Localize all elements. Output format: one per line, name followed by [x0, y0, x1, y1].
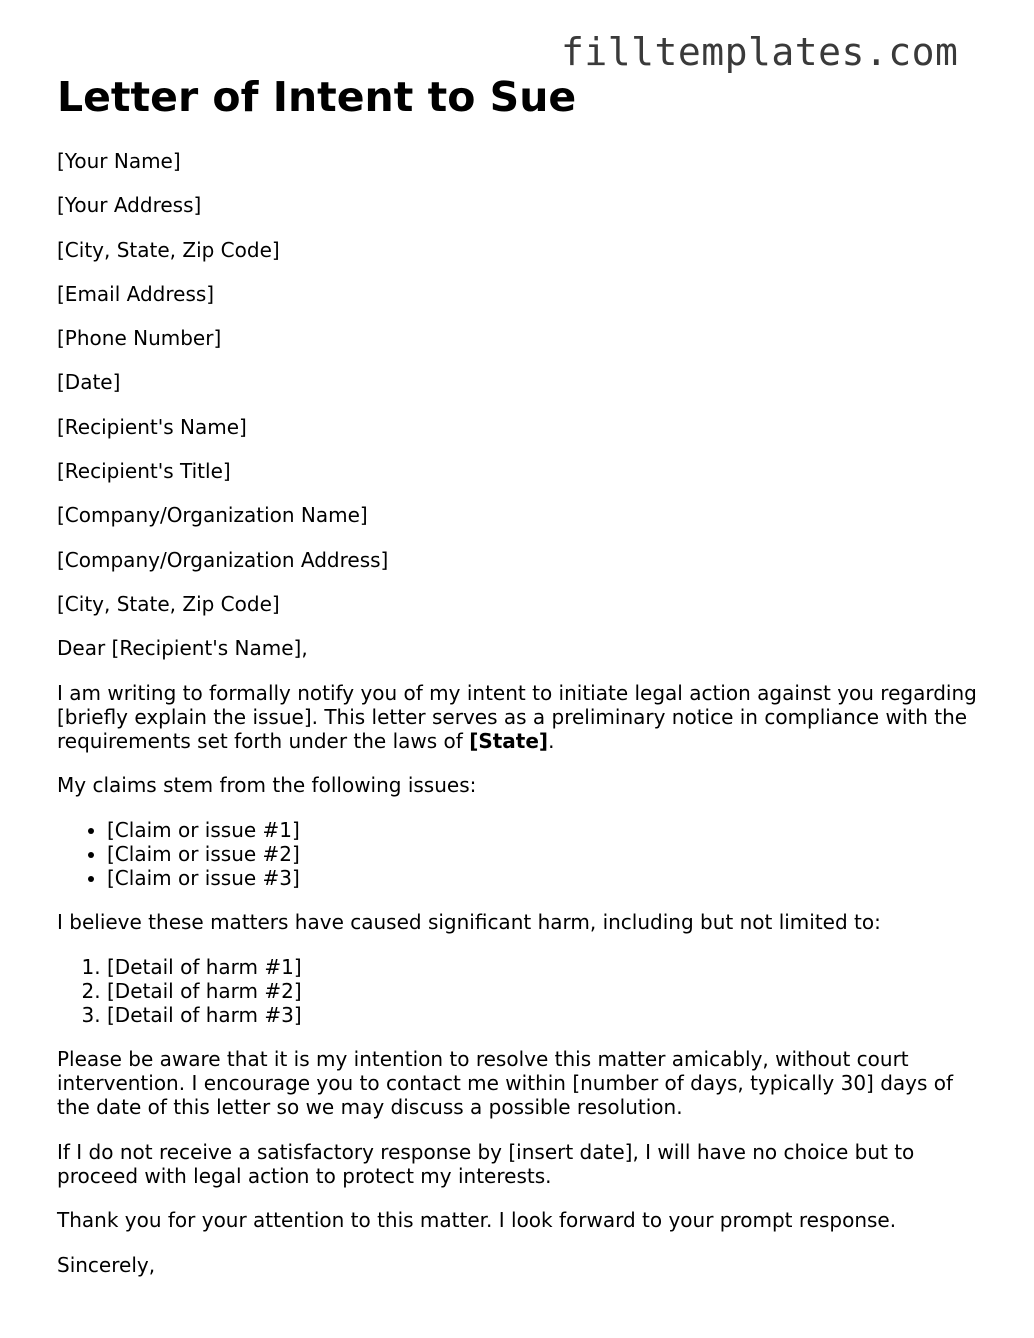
harms-list — [57, 955, 987, 1027]
watermark: filltemplates.com — [561, 30, 959, 74]
list-item: 2. [Detail of harm #2] — [107, 979, 987, 1003]
recipient-company-address: [Company/Organization Address] — [57, 547, 389, 572]
letter-document — [57, 72, 987, 1277]
recipient-title: [Recipient's Title] — [57, 459, 231, 484]
claims-list — [57, 818, 987, 890]
list-item: • [Claim or issue #2] — [107, 842, 987, 866]
intro-state: [State] — [469, 728, 549, 753]
list-item: • [Claim or issue #1] — [107, 818, 987, 842]
intro-text: I am writing to formally notify you of my intent to initiate legal action against you regarding [briefly explain the issue]. This letter serves as a preliminary notice in compliance with the requirements set forth under the laws of — [57, 680, 977, 753]
salutation: Dear [Recipient's Name], — [57, 636, 308, 661]
recipient-city-state-zip: [City, State, Zip Code] — [57, 591, 280, 616]
sender-city-state-zip: [City, State, Zip Code] — [57, 237, 280, 262]
sender-address: [Your Address] — [57, 193, 202, 218]
harm-intro: I believe these matters have caused significant harm, including but not limited to: — [57, 910, 881, 935]
closing: Sincerely, — [57, 1252, 156, 1277]
intro-paragraph — [57, 681, 987, 753]
page-title: Letter of Intent to Sue — [57, 73, 577, 121]
warning-paragraph: If I do not receive a satisfactory response by [insert date], I will have no choice but to proceed with legal action to protect my interests. — [57, 1139, 915, 1188]
thanks-paragraph: Thank you for your attention to this matter. I look forward to your prompt response. — [57, 1208, 897, 1233]
resolution-paragraph: Please be aware that it is my intention to resolve this matter amicably, without court intervention. I encourage you to contact me within [number of days, typically 30] days of the date of this letter so we may discuss a possible resolution. — [57, 1047, 954, 1120]
letter-date: [Date] — [57, 370, 121, 395]
recipient-name: [Recipient's Name] — [57, 414, 247, 439]
list-item: • [Claim or issue #3] — [107, 866, 987, 890]
list-item: 1. [Detail of harm #1] — [107, 955, 987, 979]
claims-intro: My claims stem from the following issues: — [57, 773, 477, 798]
sender-phone: [Phone Number] — [57, 326, 222, 351]
sender-email: [Email Address] — [57, 281, 215, 306]
intro-end: . — [548, 728, 555, 753]
recipient-company: [Company/Organization Name] — [57, 503, 368, 528]
list-item: 3. [Detail of harm #3] — [107, 1003, 987, 1027]
sender-name: [Your Name] — [57, 149, 181, 173]
